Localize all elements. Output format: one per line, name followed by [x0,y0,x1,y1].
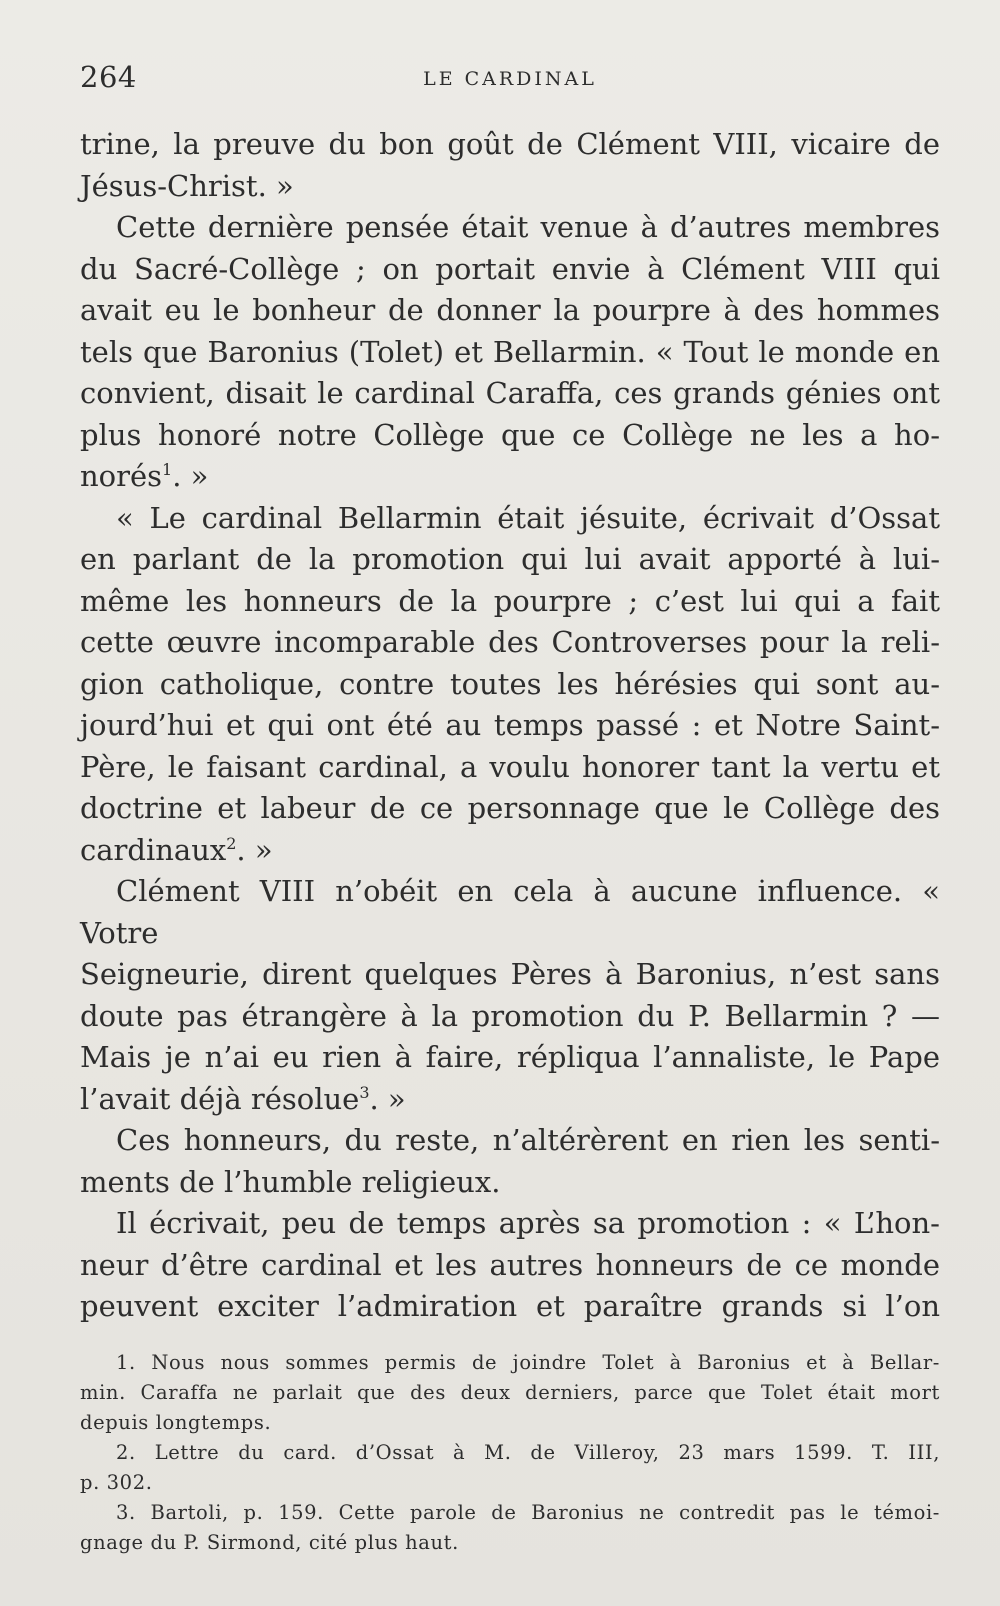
paragraph-4 [80,871,940,954]
paragraph-2-line [80,332,940,374]
footnote-3 [80,1498,940,1528]
text-line: en parlant de la promotion qui lui avait apporté à lui- [80,542,940,576]
footnote-1-line [80,1378,940,1408]
page-number: 264 [80,60,137,94]
text-line: Mais je n’ai eu rien à faire, répliqua l’annaliste, le Pape [80,1040,940,1074]
paragraph-6-line [80,1245,940,1287]
running-head [80,60,940,106]
text-line: Père, le faisant cardinal, a voulu honorer tant la vertu et [80,749,940,784]
text-line: du Sacré-Collège ; on portait envie à Clément VIII qui [80,251,940,286]
paragraph-6 [80,1203,940,1245]
text-line: ments de l’humble religieux. [80,1164,501,1199]
paragraph-2-end [80,456,940,498]
paragraph-2-line [80,415,940,457]
text-line: Clément VIII n’obéit en cela à aucune influence. « Votre [80,874,940,950]
text-line: même les honneurs de la pourpre ; c’est lui qui a fait [80,583,940,618]
footnote-line: depuis longtemps. [80,1410,272,1434]
text-line: l’avait déjà résolue [80,1081,360,1116]
text-line: plus honoré notre Collège que ce Collège ne les a ho- [80,417,940,452]
text-line: Seigneurie, dirent quelques Pères à Baronius, n’est sans [80,957,940,991]
footnote-ref-2: 2 [226,833,237,853]
paragraph-3-end [80,830,940,872]
text-line: Ces honneurs, du reste, n’altérèrent en rien les senti- [116,1123,940,1157]
text-line: cardinaux [80,832,227,867]
paragraph-3 [80,498,940,540]
paragraph-4-line [80,1037,940,1079]
paragraph-3-line [80,622,940,664]
paragraph-5 [80,1120,940,1162]
text-line: doute pas étrangère à la promotion du P. Bellarmin ? — [80,998,940,1033]
footnote-line: 1. Nous nous sommes permis de joindre Tolet à Baronius et à Bellar- [116,1350,940,1374]
text-line: cette œuvre incomparable des Controverses pour la reli- [80,625,940,659]
text-line: . » [236,832,273,867]
paragraph-3-line [80,581,940,623]
text-line: Jésus-Christ. » [80,168,294,203]
text-line: trine, la preuve du bon goût de Clément VIII, vicaire de [80,127,940,161]
paragraph-3-line [80,788,940,830]
paragraph-3-line [80,664,940,706]
body-text [80,124,940,1328]
paragraph-1 [80,124,940,166]
footnote-3-end [80,1528,940,1558]
paragraph-4-line [80,996,940,1038]
footnote-line: gnage du P. Sirmond, cité plus haut. [80,1530,459,1554]
footnote-2-end [80,1468,940,1498]
paragraph-3-line [80,539,940,581]
paragraph-6-line [80,1286,940,1328]
paragraph-4-end [80,1079,940,1121]
paragraph-2-line [80,290,940,332]
running-title: LE CARDINAL [423,68,597,90]
footnote-2 [80,1438,940,1468]
footnote-line: min. Caraffa ne parlait que des deux derniers, parce que Tolet était mort [80,1380,940,1404]
text-line: neur d’être cardinal et les autres honneurs de ce monde [80,1247,940,1282]
footnote-line: 2. Lettre du card. d’Ossat à M. de Villeroy, 23 mars 1599. T. III, [116,1440,940,1464]
paragraph-5-end [80,1162,940,1204]
paragraph-2 [80,207,940,249]
footnotes [80,1348,940,1558]
text-line: Cette dernière pensée était venue à d’autres membres [116,210,940,244]
text-line: . » [369,1081,406,1116]
paragraph-4-line [80,954,940,996]
text-line: Il écrivait, peu de temps après sa promotion : « L’hon- [116,1206,940,1240]
footnote-1-end [80,1408,940,1438]
text-line: convient, disait le cardinal Caraffa, ces grands génies ont [80,376,940,410]
paragraph-3-line [80,747,940,789]
text-line: . » [172,459,209,493]
text-line: tels que Baronius (Tolet) et Bellarmin. « Tout le monde en [80,334,940,369]
footnote-line: p. 302. [80,1470,153,1494]
paragraph-3-line [80,705,940,747]
paragraph-1-end [80,166,940,208]
paragraph-2-line [80,373,940,415]
text-line: « Le cardinal Bellarmin était jésuite, écrivait d’Ossat [116,500,940,535]
text-line: gion catholique, contre toutes les hérésies qui sont au- [80,666,940,701]
footnote-1 [80,1348,940,1378]
text-line: avait eu le bonheur de donner la pourpre à des hommes [80,293,940,327]
text-line: doctrine et labeur de ce personnage que le Collège des [80,791,940,825]
text-line: norés [80,459,163,493]
paragraph-2-line [80,249,940,291]
footnote-ref-3: 3 [359,1082,370,1102]
footnote-ref-1: 1 [162,460,173,479]
text-line: jourd’hui et qui ont été au temps passé : et Notre Saint- [80,708,940,742]
text-line: peuvent exciter l’admiration et paraître grands si l’on [80,1289,940,1323]
footnote-line: 3. Bartoli, p. 159. Cette parole de Baronius ne contredit pas le témoi- [116,1500,940,1524]
